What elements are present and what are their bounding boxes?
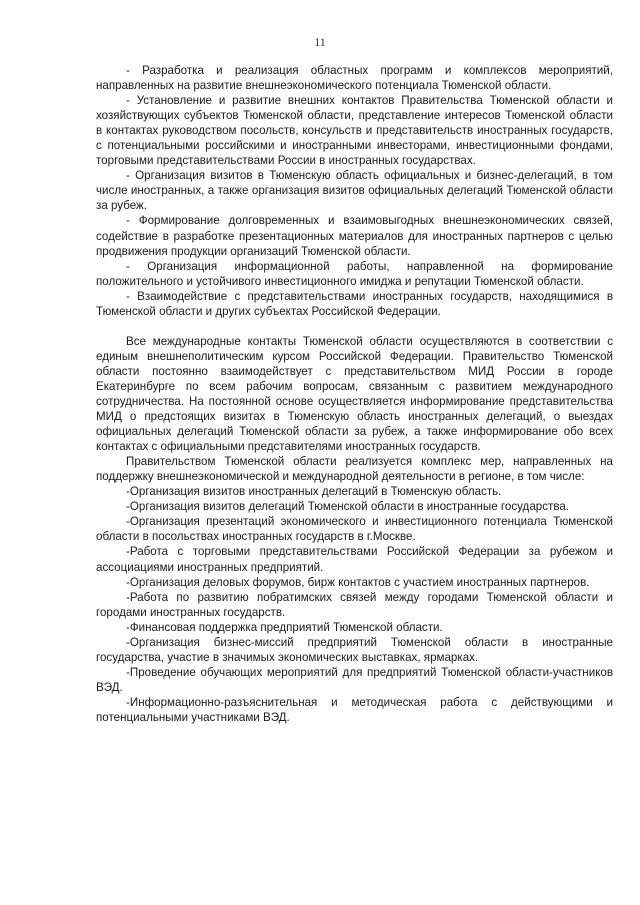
document-body <box>96 63 613 725</box>
list-item: -Работа с торговыми представительствами Российской Федерации за рубежом и ассоциациями иностранных предприятий. <box>96 545 613 574</box>
list-item: - Установление и развитие внешних контактов Правительства Тюменской области и хозяйствующих субъектов Тюменской области, представление интересов Тюменской области в контактах руководством посольств, консульств и представительств иностранных государств, с потенциальными российскими и иностранными инвесторами, инвестиционными фондами, торговыми представительствами России в иностранных государствах. <box>96 94 613 168</box>
paragraph-spacer <box>96 319 613 334</box>
list-item: -Организация визитов делегаций Тюменской области в иностранные государства. <box>126 500 570 514</box>
page-number: 11 <box>314 35 326 49</box>
list-item: - Формирование долговременных и взаимовыгодных внешнеэкономических связей, содействие в разработке презентационных материалов для иностранных партнеров с целью продвижения продукции организаций Тюменской области. <box>96 214 613 258</box>
list-item: - Взаимодействие с представительствами иностранных государств, находящимися в Тюменской области и других субъектах Российской Федерации. <box>96 289 613 318</box>
list-item: - Организация информационной работы, направленной на формирование положительного и устойчивого инвестиционного имиджа и репутации Тюменской области. <box>96 259 613 288</box>
list-item: -Работа по развитию побратимских связей между городами Тюменской области и городами иностранных государств. <box>96 590 613 619</box>
list-item: -Организация презентаций экономического и инвестиционного потенциала Тюменской области в посольствах иностранных государств в г.Москве. <box>96 515 613 544</box>
paragraph-contacts: Все международные контакты Тюменской области осуществляются в соответствии с единым внешнеполитическим курсом Российской Федерации. Правительство Тюменской области постоянно взаимодействует с представительством МИД России в городе Екатеринбурге по всем рабочим вопросам, связанным с развитием международного сотрудничества. На постоянной основе осуществляется информирование представительства МИД о предстоящих визитах в Тюменскую область иностранных делегаций, о выездах официальных делегаций Тюменской области за рубеж, а также информирование обо всех контактах с официальными представителями иностранных государств. <box>96 334 613 454</box>
list-item: -Организация деловых форумов, бирж контактов с участием иностранных партнеров. <box>126 575 590 589</box>
list-item: -Финансовая поддержка предприятий Тюменской области. <box>126 620 443 634</box>
list-item: -Информационно-разъяснительная и методическая работа с действующими и потенциальными участниками ВЭД. <box>96 695 613 724</box>
list-item: - Организация визитов в Тюменскую область официальных и бизнес-делегаций, в том числе иностранных, а также организация визитов официальных делегаций Тюменской области за рубеж. <box>96 169 613 213</box>
list-item: - Разработка и реализация областных программ и комплексов мероприятий, направленных на развитие внешнеэкономического потенциала Тюменской области. <box>96 64 613 93</box>
list-item: -Организация визитов иностранных делегаций в Тюменскую область. <box>126 485 502 499</box>
list-item: -Организация бизнес-миссий предприятий Тюменской области в иностранные государства, участие в значимых экономических выставках, ярмарках. <box>96 635 613 664</box>
paragraph-measures-intro: Правительством Тюменской области реализуется комплекс мер, направленных на поддержку внешнеэкономической и международной деятельности в регионе, в том числе: <box>96 455 613 484</box>
list-item: -Проведение обучающих мероприятий для предприятий Тюменской области-участников ВЭД. <box>96 665 613 694</box>
